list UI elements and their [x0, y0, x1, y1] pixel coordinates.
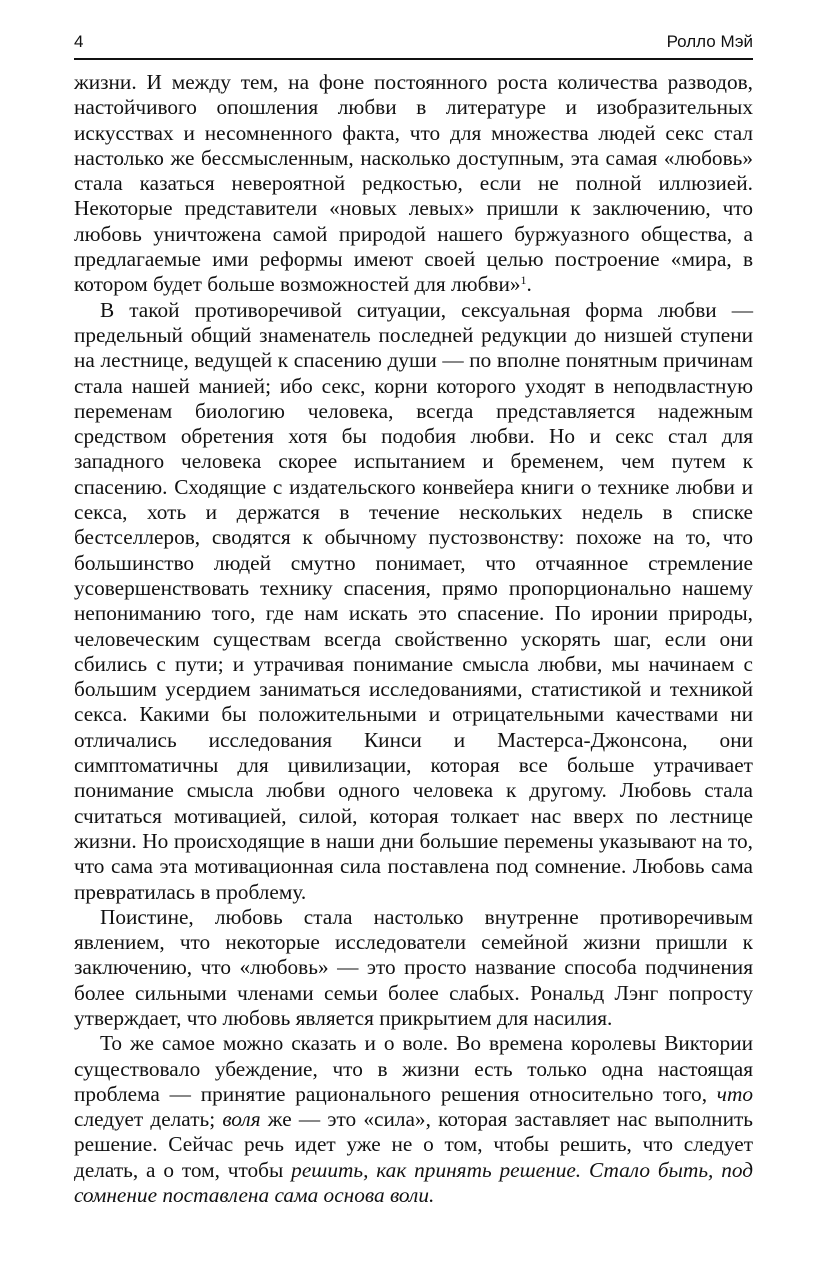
page-number: 4 [74, 32, 84, 51]
paragraph-4-italic-3: решить, как принять решение. Стало быть, под сомнение поставлена сама основа воли. [74, 1157, 754, 1208]
paragraph-4-part-3: же — это «сила», которая заставляет нас выполнить решение. Сейчас речь идет уже не о том, чтобы решить, что следует делать, а о том, чтобы [74, 1107, 753, 1182]
paragraph-4-italic-1: что [716, 1081, 753, 1106]
paragraph-1-end: . [526, 272, 532, 297]
footnote-mark[interactable]: 1 [520, 273, 527, 288]
book-page [74, 30, 753, 1208]
paragraph-1-text: жизни. И между тем, на фоне постоянного роста количества разводов, настойчивого опошления любви в литературе и изобразительных искусствах и несомненного факта, что для множества людей секс стал настолько же бессмысленным, насколько доступным, эта самая «любовь» стала казаться невероятной редкостью, если не полной иллюзией. Некоторые представители «новых левых» пришли к заключению, что любовь уничтожена самой природой нашего буржуазного общества, а предлагаемые ими реформы имеют своей целью построение «мира, в котором будет больше возможностей для любви» [74, 70, 753, 297]
paragraph-1 [74, 70, 753, 298]
paragraph-4-part-2: следует делать; [74, 1107, 223, 1132]
running-title: Ролло Мэй [666, 32, 753, 51]
paragraph-3: Поистине, любовь стала настолько внутренне противоречивым явлением, что некоторые исследователи семейной жизни пришли к заключению, что «любовь» — это просто название способа подчинения более сильными членами семьи более слабых. Рональд Лэнг попросту утверждает, что любовь является прикрытием для насилия. [74, 904, 753, 1030]
running-header [74, 30, 753, 60]
body-text [74, 70, 753, 1208]
paragraph-4-italic-2: воля [222, 1107, 261, 1132]
paragraph-2: В такой противоречивой ситуации, сексуальная форма любви — предельный общий знаменатель последней редукции до низшей ступени на лестнице, ведущей к спасению души — по вполне понятным причинам стала нашей манией; ибо секс, корни которого уходят в неподвластную переменам биологию человека, всегда представляется надежным средством обретения хотя бы подобия любви. Но и секс стал для западного человека скорее испытанием и бременем, чем путем к спасению. Сходящие с издательского конвейера книги о технике любви и секса, хоть и держатся в течение нескольких недель в списке бестселлеров, сводятся к обычному пустозвонству: похоже на то, что большинство людей смутно понимает, что отчаянное стремление усовершенствовать технику спасения, прямо пропорционально нашему непониманию того, где нам искать это спасение. По иронии природы, человеческим существам всегда свойственно ускорять шаг, если они сбились с пути; и утрачивая понимание смысла любви, мы начинаем с большим усердием заниматься исследованиями, статистикой и техникой секса. Какими бы положительными и отрицательными качествами ни отличались исследования Кинси и Мастерса-Джонсона, они симптоматичны для цивилизации, которая все больше утрачивает понимание смысла любви одного человека к другому. Любовь стала считаться мотивацией, силой, которая толкает нас вверх по лестнице жизни. Но происходящие в наши дни большие перемены указывают на то, что сама эта мотивационная сила поставлена под сомнение. Любовь сама превратилась в проблему. [74, 297, 753, 904]
paragraph-4-part-1: То же самое можно сказать и о воле. Во времена королевы Виктории существовало убеждение, что в жизни есть только одна настоящая проблема — принятие рационального решения относительно того, [74, 1031, 753, 1106]
paragraph-4 [74, 1031, 753, 1208]
